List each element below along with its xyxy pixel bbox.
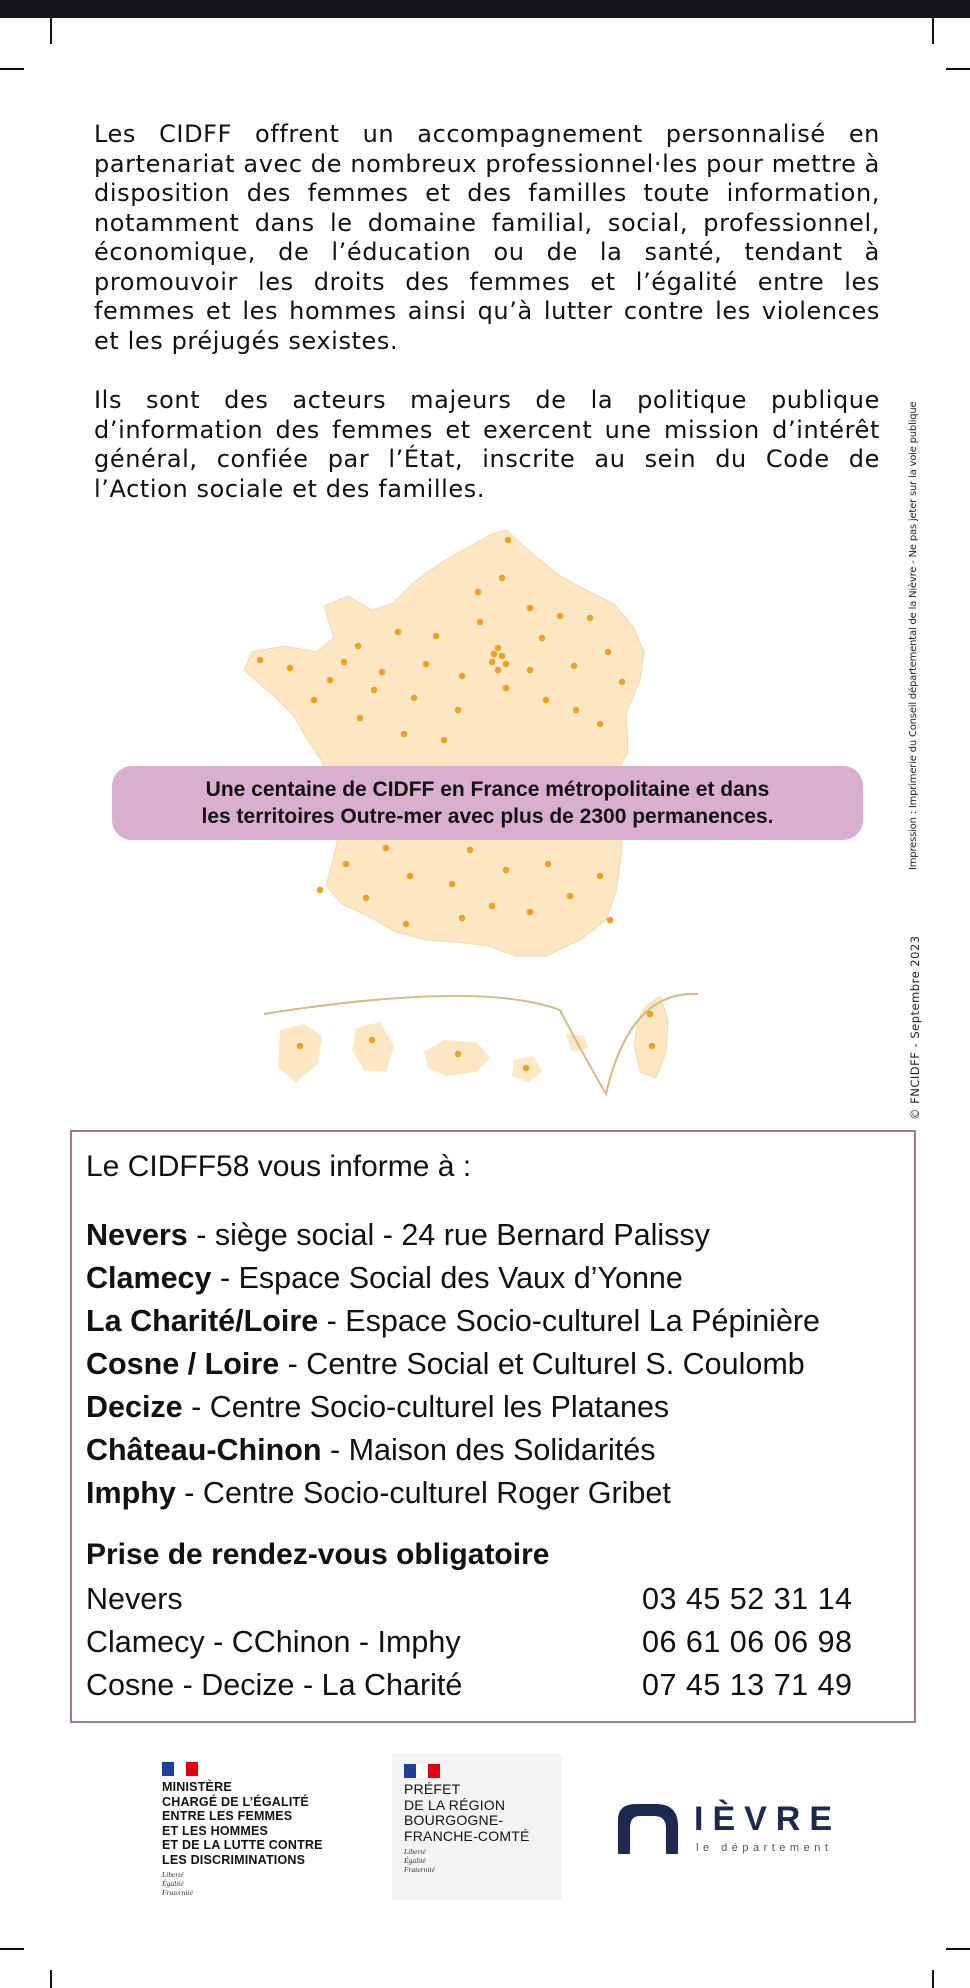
map-dot	[459, 915, 465, 921]
crop-mark-right-bottom	[946, 1948, 970, 1950]
side-note	[908, 401, 922, 1120]
appointment-places: Cosne - Decize - La Charité	[86, 1668, 463, 1702]
crop-mark-right-top	[946, 68, 970, 70]
map-dot	[605, 649, 611, 655]
map-dot	[379, 669, 385, 675]
list-item	[86, 1300, 820, 1343]
appointment-phone: 07 45 13 71 49	[642, 1668, 853, 1702]
crop-mark-bottom-right	[932, 1970, 934, 1988]
map-dot	[567, 893, 573, 899]
copyright-note: © FNCIDFF - Septembre 2023	[908, 935, 922, 1120]
prefet-logo	[404, 1764, 529, 1874]
motto-line: Fraternité	[162, 1888, 193, 1897]
map-dot	[495, 645, 501, 651]
map-dot	[503, 661, 509, 667]
map-dot	[573, 707, 579, 713]
list-item	[86, 1214, 820, 1257]
crop-mark-left-bottom	[0, 1948, 24, 1950]
map-dot	[649, 1043, 655, 1049]
map-dot	[607, 917, 613, 923]
map-dot	[363, 895, 369, 901]
appointment-phone: 06 61 06 06 98	[642, 1625, 853, 1659]
map-dot	[543, 697, 549, 703]
map-dot	[527, 605, 533, 611]
map-dot	[505, 537, 511, 543]
intro-paragraph-2: Ils sont des acteurs majeurs de la politique publique d’information des femmes et exercent une mission d’intérêt général, confiée par l’État, inscrite au sein du Code de l’Action sociale et des familles.	[94, 386, 880, 503]
motto-line: Fraternité	[404, 1865, 435, 1874]
map-dot	[383, 845, 389, 851]
map-dot	[489, 903, 495, 909]
map-dot	[341, 659, 347, 665]
map-dot	[395, 629, 401, 635]
site-list	[86, 1214, 820, 1515]
overseas-arc	[264, 994, 698, 1094]
map-dot	[455, 1051, 461, 1057]
info-heading: Le CIDFF58 vous informe à :	[86, 1150, 472, 1183]
map-dot	[257, 657, 263, 663]
appointment-places: Clamecy - CChinon - Imphy	[86, 1625, 461, 1659]
site-detail: - Espace Social des Vaux d’Yonne	[211, 1261, 683, 1295]
map-dot	[475, 589, 481, 595]
map-dot	[539, 635, 545, 641]
map-dot	[343, 861, 349, 867]
crop-mark-top-right	[932, 18, 934, 44]
prefet-line: DE LA RÉGION	[404, 1796, 506, 1813]
map-dot	[357, 715, 363, 721]
map-dot	[317, 887, 323, 893]
crop-mark-top-left	[50, 18, 52, 44]
map-dot	[311, 697, 317, 703]
site-detail: - Centre Social et Culturel S. Coulomb	[279, 1347, 805, 1381]
map-dot	[455, 707, 461, 713]
intro-text	[94, 120, 880, 534]
map-dot	[407, 873, 413, 879]
map-dot	[571, 663, 577, 669]
nievre-subtitle: le département	[696, 1842, 833, 1854]
prefet-line: PRÉFET	[404, 1781, 461, 1797]
map-dot	[327, 677, 333, 683]
prefet-line: BOURGOGNE-	[404, 1812, 504, 1828]
map-dot	[371, 687, 377, 693]
site-city: Decize	[86, 1390, 183, 1424]
nievre-logo	[612, 1796, 842, 1862]
map-dot	[545, 861, 551, 867]
site-detail: - Espace Socio-culturel La Pépinière	[318, 1304, 821, 1338]
intro-paragraph-1: Les CIDFF offrent un accompagnement personnalisé en partenariat avec de nombreux professionnel·les pour mettre à disposition des femmes et des familles toute information, notamment dans le domaine familial, social, professionnel, économique, de l’éducation ou de la santé, tendant à promouvoir les droits des femmes et l’égalité entre les femmes et les hommes ainsi qu’à lutter contre les violences et les préjugés sexistes.	[94, 120, 880, 355]
list-item	[86, 1343, 820, 1386]
french-flag-icon	[162, 1762, 198, 1776]
site-city: Cosne / Loire	[86, 1347, 280, 1381]
map-dot	[403, 921, 409, 927]
banner-line-2: les territoires Outre-mer avec plus de 2300 permanences.	[201, 805, 774, 828]
printing-note: Impression : Imprimerie du Conseil départemental de la Nièvre - Ne pas jeter sur la voie publique	[908, 401, 919, 870]
prefet-line: FRANCHE-COMTÉ	[404, 1827, 530, 1844]
appointment-places: Nevers	[86, 1582, 183, 1616]
site-detail: - siège social - 24 rue Bernard Palissy	[187, 1218, 710, 1252]
site-city: Château-Chinon	[86, 1433, 322, 1467]
overseas-island-1	[278, 1024, 322, 1082]
site-city: Clamecy	[86, 1261, 212, 1295]
site-detail: - Centre Socio-culturel les Platanes	[182, 1390, 670, 1424]
map-dot	[491, 651, 497, 657]
network-banner	[112, 766, 863, 840]
site-detail: - Maison des Solidarités	[321, 1433, 656, 1467]
motto-line: Liberté	[404, 1847, 426, 1856]
map-dot	[619, 679, 625, 685]
motto-line: Liberté	[162, 1870, 184, 1879]
map-dot	[459, 673, 465, 679]
overseas-island-3	[424, 1040, 490, 1076]
motto-line: Égalité	[162, 1879, 184, 1888]
crop-mark-bottom-left	[50, 1970, 52, 1988]
map-dot	[495, 667, 501, 673]
appointment-phone: 03 45 52 31 14	[642, 1582, 853, 1616]
overseas-island-2	[352, 1022, 394, 1072]
map-dot	[433, 633, 439, 639]
crop-mark-left-top	[0, 68, 24, 70]
map-dot	[597, 873, 603, 879]
map-dot	[557, 613, 563, 619]
map-dot	[499, 575, 505, 581]
site-city: Imphy	[86, 1476, 176, 1510]
map-dot	[489, 659, 495, 665]
ministere-line: ET LES HOMMES	[162, 1823, 269, 1838]
list-item	[86, 1472, 820, 1515]
map-dot	[503, 685, 509, 691]
ministere-line: MINISTÈRE	[162, 1780, 232, 1794]
map-dot	[523, 1065, 529, 1071]
map-dot	[597, 721, 603, 727]
list-item	[86, 1386, 820, 1429]
french-flag-icon	[404, 1764, 440, 1778]
map-dot	[297, 1043, 303, 1049]
map-dot	[503, 867, 509, 873]
site-city: Nevers	[86, 1218, 188, 1252]
motto-line: Égalité	[404, 1856, 426, 1865]
list-item	[86, 1257, 820, 1300]
ministere-line: LES DISCRIMINATIONS	[162, 1852, 306, 1867]
map-dot	[287, 665, 293, 671]
nievre-n-icon	[612, 1798, 688, 1858]
ministere-line: ENTRE LES FEMMES	[162, 1809, 293, 1823]
map-dot	[441, 737, 447, 743]
map-dot	[449, 881, 455, 887]
appointment-heading: Prise de rendez-vous obligatoire	[86, 1538, 550, 1571]
banner-line-1: Une centaine de CIDFF en France métropolitaine et dans	[205, 778, 770, 801]
map-dot	[423, 661, 429, 667]
map-dot	[499, 653, 505, 659]
map-dot	[411, 695, 417, 701]
list-item	[86, 1429, 820, 1472]
ministere-line: CHARGÉ DE L’ÉGALITÉ	[162, 1794, 309, 1809]
site-city: La Charité/Loire	[86, 1304, 319, 1338]
map-dot	[527, 909, 533, 915]
ministere-logo	[162, 1762, 323, 1897]
site-detail: - Centre Socio-culturel Roger Gribet	[175, 1476, 671, 1510]
ministere-line: ET DE LA LUTTE CONTRE	[162, 1838, 323, 1852]
nievre-wordmark: IÈVRE	[694, 1800, 842, 1838]
map-dot	[587, 615, 593, 621]
map-dot	[369, 1037, 375, 1043]
map-dot	[647, 1011, 653, 1017]
map-dot	[477, 619, 483, 625]
map-dot	[401, 731, 407, 737]
map-dot	[467, 847, 473, 853]
cidff58-info-box	[70, 1130, 916, 1723]
top-bar	[0, 0, 970, 18]
map-dot	[527, 667, 533, 673]
map-dot	[355, 643, 361, 649]
